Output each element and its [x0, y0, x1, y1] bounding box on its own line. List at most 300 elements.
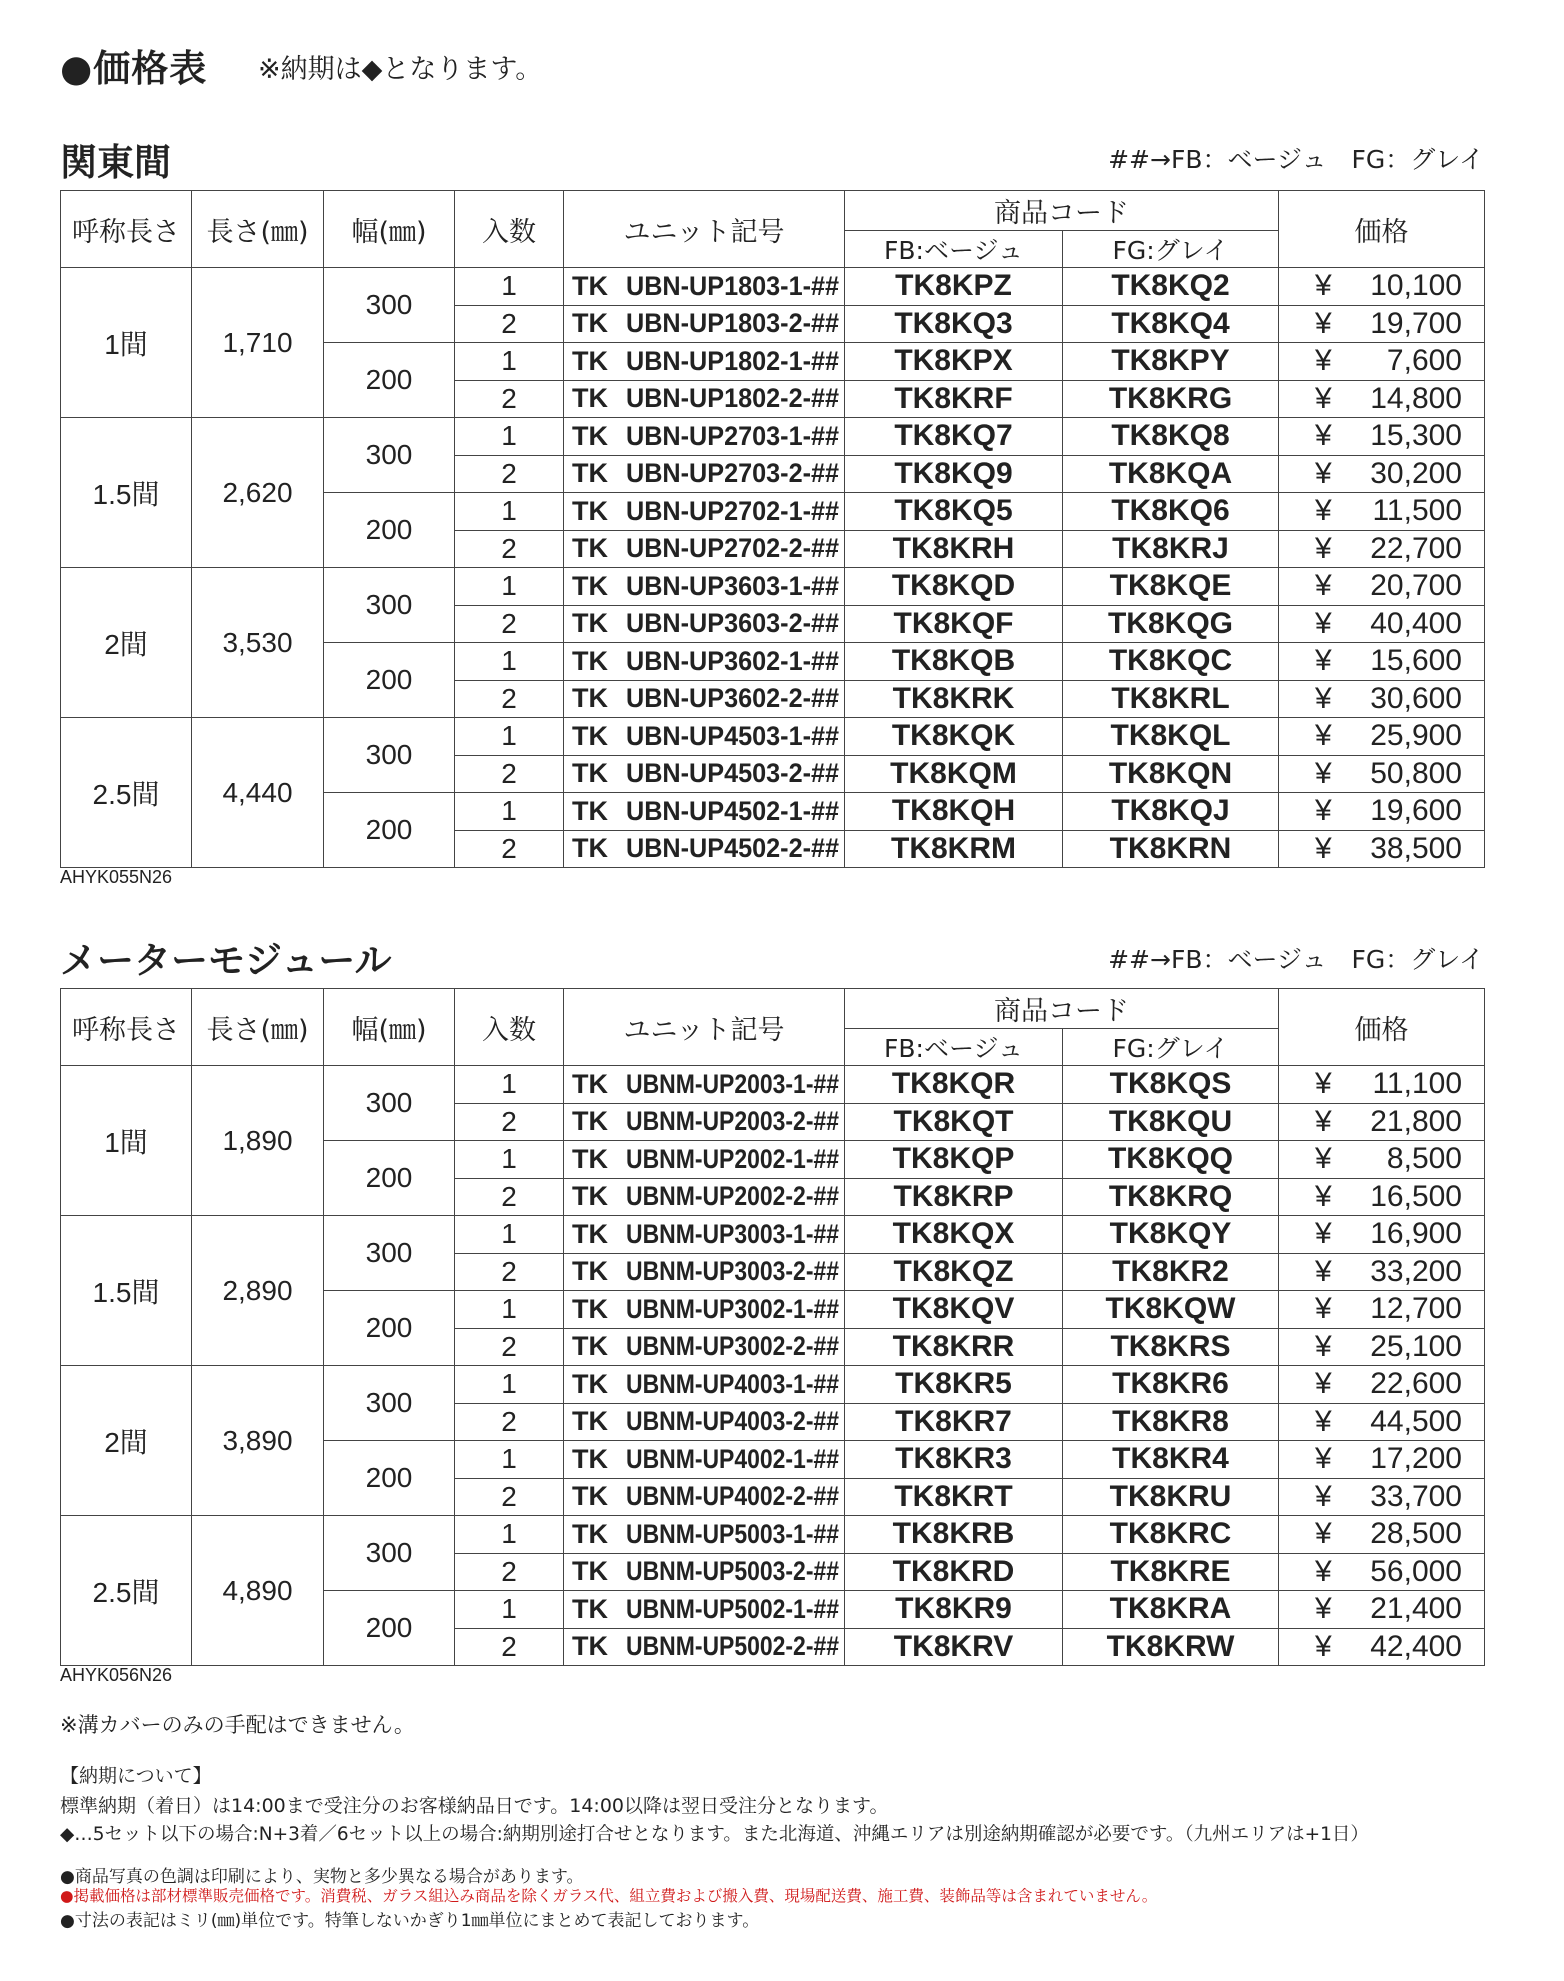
fg-code-cell: TK8KQW — [1063, 1291, 1279, 1329]
price-cell — [1279, 1141, 1485, 1179]
unit-code-cell — [564, 1216, 845, 1254]
price-value: 7,600 — [1386, 344, 1462, 378]
price-value: 42,400 — [1370, 1629, 1462, 1663]
unit-prefix: TK — [572, 795, 608, 826]
fg-code-cell: TK8KRC — [1063, 1516, 1279, 1554]
color-legend-meter: ##→FB：ベージュ FG：グレイ — [1108, 945, 1484, 974]
fb-code-cell: TK8KR7 — [845, 1403, 1063, 1441]
table-row — [61, 1366, 1485, 1404]
nominal-length-cell: 1.5間 — [61, 418, 192, 568]
unit-prefix: TK — [572, 1443, 608, 1474]
fb-code-cell: TK8KQ9 — [845, 455, 1063, 493]
nominal-length-cell: 2.5間 — [61, 718, 192, 868]
price-value: 22,700 — [1370, 531, 1462, 565]
quantity-cell: 1 — [455, 1066, 564, 1104]
unit-code: UBNM-UP4003-2-## — [626, 1406, 840, 1437]
fb-code-cell: TK8KRV — [845, 1628, 1063, 1666]
unit-prefix: TK — [572, 683, 608, 714]
footnote-dimension: ●寸法の表記はミリ(㎜)単位です。特筆しないかぎり1㎜単位にまとめて表記しております。 — [60, 1911, 760, 1931]
unit-code: UBN-UP1802-1-## — [626, 345, 840, 376]
unit-prefix: TK — [572, 1106, 608, 1137]
price-value: 15,300 — [1370, 419, 1462, 453]
unit-code-cell — [564, 1591, 845, 1629]
unit-code: UBNM-UP4002-2-## — [626, 1481, 840, 1512]
color-legend-kanto: ##→FB：ベージュ FG：グレイ — [1108, 145, 1484, 174]
nominal-length-cell: 2間 — [61, 568, 192, 718]
unit-code: UBN-UP2703-1-## — [626, 420, 840, 451]
unit-code-cell — [564, 1253, 845, 1291]
price-value: 25,100 — [1370, 1329, 1462, 1363]
yen-symbol: ¥ — [1315, 494, 1332, 528]
quantity-cell: 2 — [455, 1628, 564, 1666]
fg-code-cell: TK8KRL — [1063, 680, 1279, 718]
fg-code-cell: TK8KQC — [1063, 643, 1279, 681]
unit-code: UBNM-UP2003-2-## — [626, 1106, 840, 1137]
fb-code-cell: TK8KRR — [845, 1328, 1063, 1366]
fb-code-cell: TK8KQH — [845, 793, 1063, 831]
fb-code-cell: TK8KQD — [845, 568, 1063, 606]
fb-code-cell: TK8KQR — [845, 1066, 1063, 1104]
length-cell: 2,890 — [192, 1216, 324, 1366]
fg-code-cell: TK8KQU — [1063, 1103, 1279, 1141]
fg-code-cell: TK8KRQ — [1063, 1178, 1279, 1216]
quantity-cell: 2 — [455, 1103, 564, 1141]
unit-code-cell — [564, 1328, 845, 1366]
quantity-cell: 2 — [455, 755, 564, 793]
price-cell — [1279, 1366, 1485, 1404]
unit-code-cell — [564, 1366, 845, 1404]
quantity-cell: 1 — [455, 343, 564, 381]
width-cell: 300 — [324, 418, 455, 493]
yen-symbol: ¥ — [1315, 306, 1332, 340]
yen-symbol: ¥ — [1315, 269, 1332, 303]
quantity-cell: 2 — [455, 830, 564, 868]
yen-symbol: ¥ — [1315, 1404, 1332, 1438]
yen-symbol: ¥ — [1315, 1179, 1332, 1213]
price-cell — [1279, 530, 1485, 568]
fg-code-cell: TK8KQ6 — [1063, 493, 1279, 531]
header-quantity: 入数 — [455, 989, 564, 1066]
price-value: 10,100 — [1370, 269, 1462, 303]
yen-symbol: ¥ — [1315, 1479, 1332, 1513]
price-value: 44,500 — [1370, 1404, 1462, 1438]
price-value: 33,700 — [1370, 1479, 1462, 1513]
unit-code: UBN-UP4503-1-## — [626, 720, 840, 751]
table-row — [61, 568, 1485, 606]
price-cell — [1279, 1103, 1485, 1141]
unit-prefix: TK — [572, 758, 608, 789]
fb-code-cell: TK8KR5 — [845, 1366, 1063, 1404]
price-value: 14,800 — [1370, 381, 1462, 415]
width-cell: 200 — [324, 1591, 455, 1666]
quantity-cell: 1 — [455, 1366, 564, 1404]
price-cell — [1279, 1441, 1485, 1479]
quantity-cell: 1 — [455, 643, 564, 681]
yen-symbol: ¥ — [1315, 1329, 1332, 1363]
unit-prefix: TK — [572, 1331, 608, 1362]
unit-prefix: TK — [572, 608, 608, 639]
price-cell — [1279, 380, 1485, 418]
fg-code-cell: TK8KRS — [1063, 1328, 1279, 1366]
yen-symbol: ¥ — [1315, 569, 1332, 603]
delivery-line-2: ◆…5セット以下の場合:N+3着／6セット以上の場合:納期別途打合せとなります。また北海道、沖縄エリアは別途納期確認が必要です。（九州エリアは+1日） — [60, 1824, 1369, 1845]
fg-code-cell: TK8KQL — [1063, 718, 1279, 756]
yen-symbol: ¥ — [1315, 1592, 1332, 1626]
fg-code-cell: TK8KR6 — [1063, 1366, 1279, 1404]
width-cell: 200 — [324, 793, 455, 868]
quantity-cell: 2 — [455, 380, 564, 418]
header-product-code: 商品コード — [845, 989, 1279, 1029]
unit-code: UBNM-UP3003-1-## — [626, 1218, 840, 1249]
yen-symbol: ¥ — [1315, 719, 1332, 753]
price-cell — [1279, 268, 1485, 306]
header-price: 価格 — [1279, 191, 1485, 268]
unit-code: UBNM-UP3002-2-## — [626, 1331, 840, 1362]
unit-prefix: TK — [572, 833, 608, 864]
unit-code: UBNM-UP4002-1-## — [626, 1443, 840, 1474]
unit-prefix: TK — [572, 1368, 608, 1399]
price-cell — [1279, 605, 1485, 643]
nominal-length-cell: 1間 — [61, 1066, 192, 1216]
unit-code: UBN-UP2702-1-## — [626, 495, 840, 526]
price-cell — [1279, 755, 1485, 793]
fg-code-cell: TK8KQQ — [1063, 1141, 1279, 1179]
price-value: 56,000 — [1370, 1554, 1462, 1588]
price-value: 19,700 — [1370, 306, 1462, 340]
fb-code-cell: TK8KRT — [845, 1478, 1063, 1516]
length-cell: 3,530 — [192, 568, 324, 718]
price-cell — [1279, 1516, 1485, 1554]
quantity-cell: 2 — [455, 1403, 564, 1441]
fb-code-cell: TK8KRH — [845, 530, 1063, 568]
price-cell — [1279, 343, 1485, 381]
table-row — [61, 268, 1485, 306]
unit-prefix: TK — [572, 1593, 608, 1624]
price-table-kanto — [60, 190, 1485, 868]
unit-code: UBN-UP1803-2-## — [626, 308, 840, 339]
yen-symbol: ¥ — [1315, 1292, 1332, 1326]
yen-symbol: ¥ — [1315, 644, 1332, 678]
price-cell — [1279, 305, 1485, 343]
yen-symbol: ¥ — [1315, 456, 1332, 490]
length-cell: 1,710 — [192, 268, 324, 418]
fb-code-cell: TK8KQX — [845, 1216, 1063, 1254]
unit-code: UBNM-UP2002-1-## — [626, 1143, 840, 1174]
price-cell — [1279, 1478, 1485, 1516]
price-value: 38,500 — [1370, 831, 1462, 865]
quantity-cell: 1 — [455, 1516, 564, 1554]
price-cell — [1279, 1628, 1485, 1666]
fg-code-cell: TK8KQA — [1063, 455, 1279, 493]
unit-code-cell — [564, 530, 845, 568]
fg-code-cell: TK8KPY — [1063, 343, 1279, 381]
unit-code-cell — [564, 418, 845, 456]
fg-code-cell: TK8KR8 — [1063, 1403, 1279, 1441]
section-title-meter: メーターモジュール — [60, 939, 392, 982]
fg-code-cell: TK8KQS — [1063, 1066, 1279, 1104]
header-fg-gray: FG:グレイ — [1063, 231, 1279, 268]
unit-prefix: TK — [572, 383, 608, 414]
price-value: 40,400 — [1370, 606, 1462, 640]
page-title: ●価格表 — [60, 47, 208, 90]
price-value: 22,600 — [1370, 1367, 1462, 1401]
fg-code-cell: TK8KR4 — [1063, 1441, 1279, 1479]
unit-code-cell — [564, 343, 845, 381]
unit-code-cell — [564, 455, 845, 493]
header-fg-gray: FG:グレイ — [1063, 1029, 1279, 1066]
price-value: 16,900 — [1370, 1217, 1462, 1251]
unit-code-cell — [564, 268, 845, 306]
length-cell: 4,440 — [192, 718, 324, 868]
yen-symbol: ¥ — [1315, 831, 1332, 865]
yen-symbol: ¥ — [1315, 381, 1332, 415]
unit-code: UBN-UP3602-1-## — [626, 645, 840, 676]
fb-code-cell: TK8KRP — [845, 1178, 1063, 1216]
yen-symbol: ¥ — [1315, 1142, 1332, 1176]
unit-code-cell — [564, 1066, 845, 1104]
unit-prefix: TK — [572, 1218, 608, 1249]
price-value: 30,600 — [1370, 681, 1462, 715]
price-value: 21,400 — [1370, 1592, 1462, 1626]
unit-code: UBNM-UP2002-2-## — [626, 1181, 840, 1212]
unit-code: UBN-UP3603-1-## — [626, 570, 840, 601]
header-nominal-length: 呼称長さ — [61, 191, 192, 268]
unit-prefix: TK — [572, 458, 608, 489]
fg-code-cell: TK8KQ8 — [1063, 418, 1279, 456]
price-cell — [1279, 1178, 1485, 1216]
fb-code-cell: TK8KRB — [845, 1516, 1063, 1554]
quantity-cell: 1 — [455, 1441, 564, 1479]
fb-code-cell: TK8KRF — [845, 380, 1063, 418]
fb-code-cell: TK8KR3 — [845, 1441, 1063, 1479]
price-value: 11,100 — [1372, 1067, 1462, 1101]
unit-code-cell — [564, 718, 845, 756]
unit-code: UBNM-UP5002-2-## — [626, 1631, 840, 1662]
quantity-cell: 2 — [455, 1253, 564, 1291]
fg-code-cell: TK8KQ2 — [1063, 268, 1279, 306]
quantity-cell: 2 — [455, 1553, 564, 1591]
unit-code-cell — [564, 305, 845, 343]
price-cell — [1279, 455, 1485, 493]
quantity-cell: 1 — [455, 418, 564, 456]
fb-code-cell: TK8KQZ — [845, 1253, 1063, 1291]
catalog-code-meter: AHYK056N26 — [60, 1665, 173, 1685]
fg-code-cell: TK8KRW — [1063, 1628, 1279, 1666]
unit-prefix: TK — [572, 270, 608, 301]
unit-prefix: TK — [572, 1406, 608, 1437]
fg-code-cell: TK8KQ4 — [1063, 305, 1279, 343]
unit-code-cell — [564, 1628, 845, 1666]
unit-prefix: TK — [572, 420, 608, 451]
price-value: 33,200 — [1370, 1254, 1462, 1288]
unit-code: UBNM-UP5003-1-## — [626, 1518, 840, 1549]
unit-prefix: TK — [572, 720, 608, 751]
unit-code: UBNM-UP5002-1-## — [626, 1593, 840, 1624]
table-row — [61, 1066, 1485, 1104]
quantity-cell: 1 — [455, 568, 564, 606]
unit-code: UBN-UP1803-1-## — [626, 270, 840, 301]
width-cell: 300 — [324, 568, 455, 643]
section-title-kanto: 関東間 — [60, 141, 171, 184]
price-value: 20,700 — [1370, 569, 1462, 603]
price-cell — [1279, 680, 1485, 718]
width-cell: 200 — [324, 643, 455, 718]
quantity-cell: 1 — [455, 1216, 564, 1254]
width-cell: 300 — [324, 718, 455, 793]
unit-code-cell — [564, 568, 845, 606]
fb-code-cell: TK8KQT — [845, 1103, 1063, 1141]
quantity-cell: 2 — [455, 605, 564, 643]
unit-code-cell — [564, 605, 845, 643]
price-value: 21,800 — [1370, 1104, 1462, 1138]
price-cell — [1279, 1216, 1485, 1254]
quantity-cell: 1 — [455, 1141, 564, 1179]
price-cell — [1279, 568, 1485, 606]
unit-code-cell — [564, 1553, 845, 1591]
table-row — [61, 1516, 1485, 1554]
unit-code: UBNM-UP3002-1-## — [626, 1293, 840, 1324]
catalog-code-kanto: AHYK055N26 — [60, 867, 173, 887]
unit-code: UBN-UP2703-2-## — [626, 458, 840, 489]
price-cell — [1279, 793, 1485, 831]
unit-code: UBNM-UP5003-2-## — [626, 1556, 840, 1587]
unit-code-cell — [564, 1516, 845, 1554]
quantity-cell: 1 — [455, 1291, 564, 1329]
unit-prefix: TK — [572, 345, 608, 376]
width-cell: 300 — [324, 1366, 455, 1441]
fg-code-cell: TK8KQG — [1063, 605, 1279, 643]
header-unit-code: ユニット記号 — [564, 191, 845, 268]
unit-code: UBN-UP3603-2-## — [626, 608, 840, 639]
fg-code-cell: TK8KRN — [1063, 830, 1279, 868]
fg-code-cell: TK8KRA — [1063, 1591, 1279, 1629]
fg-code-cell: TK8KRU — [1063, 1478, 1279, 1516]
footnote-price: ●掲載価格は部材標準販売価格です。消費税、ガラス組込み商品を除くガラス代、組立費および搬入費、現場配送費、施工費、装飾品等は含まれていません。 — [60, 1887, 1158, 1905]
fg-code-cell: TK8KRE — [1063, 1553, 1279, 1591]
fb-code-cell: TK8KRD — [845, 1553, 1063, 1591]
width-cell: 300 — [324, 1516, 455, 1591]
unit-prefix: TK — [572, 308, 608, 339]
unit-code-cell — [564, 755, 845, 793]
unit-prefix: TK — [572, 570, 608, 601]
fb-code-cell: TK8KQ3 — [845, 305, 1063, 343]
price-value: 16,500 — [1370, 1179, 1462, 1213]
price-cell — [1279, 493, 1485, 531]
yen-symbol: ¥ — [1315, 756, 1332, 790]
quantity-cell: 2 — [455, 530, 564, 568]
unit-code-cell — [564, 1291, 845, 1329]
price-value: 17,200 — [1370, 1442, 1462, 1476]
unit-code-cell — [564, 380, 845, 418]
fb-code-cell: TK8KPZ — [845, 268, 1063, 306]
quantity-cell: 2 — [455, 1328, 564, 1366]
quantity-cell: 2 — [455, 1178, 564, 1216]
fb-code-cell: TK8KQ5 — [845, 493, 1063, 531]
width-cell: 200 — [324, 493, 455, 568]
header-length: 長さ(㎜) — [192, 989, 324, 1066]
unit-prefix: TK — [572, 1143, 608, 1174]
delivery-line-1: 標準納期（着日）は14:00まで受注分のお客様納品日です。14:00以降は翌日受注分となります。 — [60, 1795, 889, 1817]
fb-code-cell: TK8KPX — [845, 343, 1063, 381]
fb-code-cell: TK8KQP — [845, 1141, 1063, 1179]
unit-prefix: TK — [572, 1256, 608, 1287]
price-cell — [1279, 1591, 1485, 1629]
yen-symbol: ¥ — [1315, 1067, 1332, 1101]
header-width: 幅(㎜) — [324, 989, 455, 1066]
unit-code: UBN-UP4502-1-## — [626, 795, 840, 826]
price-value: 8,500 — [1386, 1142, 1462, 1176]
price-cell — [1279, 830, 1485, 868]
quantity-cell: 1 — [455, 268, 564, 306]
price-cell — [1279, 643, 1485, 681]
header-nominal-length: 呼称長さ — [61, 989, 192, 1066]
price-value: 30,200 — [1370, 456, 1462, 490]
yen-symbol: ¥ — [1315, 1217, 1332, 1251]
delivery-heading: 【納期について】 — [60, 1765, 212, 1787]
quantity-cell: 2 — [455, 1478, 564, 1516]
nominal-length-cell: 1間 — [61, 268, 192, 418]
width-cell: 300 — [324, 1216, 455, 1291]
unit-prefix: TK — [572, 1631, 608, 1662]
fg-code-cell: TK8KRG — [1063, 380, 1279, 418]
length-cell: 4,890 — [192, 1516, 324, 1666]
fg-code-cell: TK8KRJ — [1063, 530, 1279, 568]
header-width: 幅(㎜) — [324, 191, 455, 268]
quantity-cell: 1 — [455, 1591, 564, 1629]
unit-code: UBN-UP4503-2-## — [626, 758, 840, 789]
price-value: 50,800 — [1370, 756, 1462, 790]
quantity-cell: 2 — [455, 455, 564, 493]
fb-code-cell: TK8KQV — [845, 1291, 1063, 1329]
nominal-length-cell: 2間 — [61, 1366, 192, 1516]
price-cell — [1279, 1403, 1485, 1441]
length-cell: 3,890 — [192, 1366, 324, 1516]
unit-code-cell — [564, 680, 845, 718]
width-cell: 300 — [324, 268, 455, 343]
unit-code-cell — [564, 1478, 845, 1516]
unit-code: UBNM-UP3003-2-## — [626, 1256, 840, 1287]
unit-prefix: TK — [572, 645, 608, 676]
fg-code-cell: TK8KR2 — [1063, 1253, 1279, 1291]
unit-code: UBN-UP1802-2-## — [626, 383, 840, 414]
width-cell: 200 — [324, 1441, 455, 1516]
price-value: 15,600 — [1370, 644, 1462, 678]
price-cell — [1279, 1328, 1485, 1366]
table-row — [61, 718, 1485, 756]
fb-code-cell: TK8KQM — [845, 755, 1063, 793]
cover-notice: ※溝カバーのみの手配はできません。 — [60, 1713, 415, 1737]
price-cell — [1279, 418, 1485, 456]
price-value: 28,500 — [1370, 1517, 1462, 1551]
unit-prefix: TK — [572, 1481, 608, 1512]
length-cell: 1,890 — [192, 1066, 324, 1216]
header-product-code: 商品コード — [845, 191, 1279, 231]
unit-code: UBN-UP2702-2-## — [626, 533, 840, 564]
unit-code-cell — [564, 1178, 845, 1216]
quantity-cell: 1 — [455, 493, 564, 531]
delivery-mark-note: ※納期は◆となります。 — [258, 54, 543, 85]
unit-code-cell — [564, 1103, 845, 1141]
nominal-length-cell: 2.5間 — [61, 1516, 192, 1666]
yen-symbol: ¥ — [1315, 1104, 1332, 1138]
quantity-cell: 2 — [455, 305, 564, 343]
fg-code-cell: TK8KQN — [1063, 755, 1279, 793]
unit-code-cell — [564, 493, 845, 531]
yen-symbol: ¥ — [1315, 1517, 1332, 1551]
width-cell: 200 — [324, 1291, 455, 1366]
quantity-cell: 1 — [455, 718, 564, 756]
unit-code: UBN-UP3602-2-## — [626, 683, 840, 714]
